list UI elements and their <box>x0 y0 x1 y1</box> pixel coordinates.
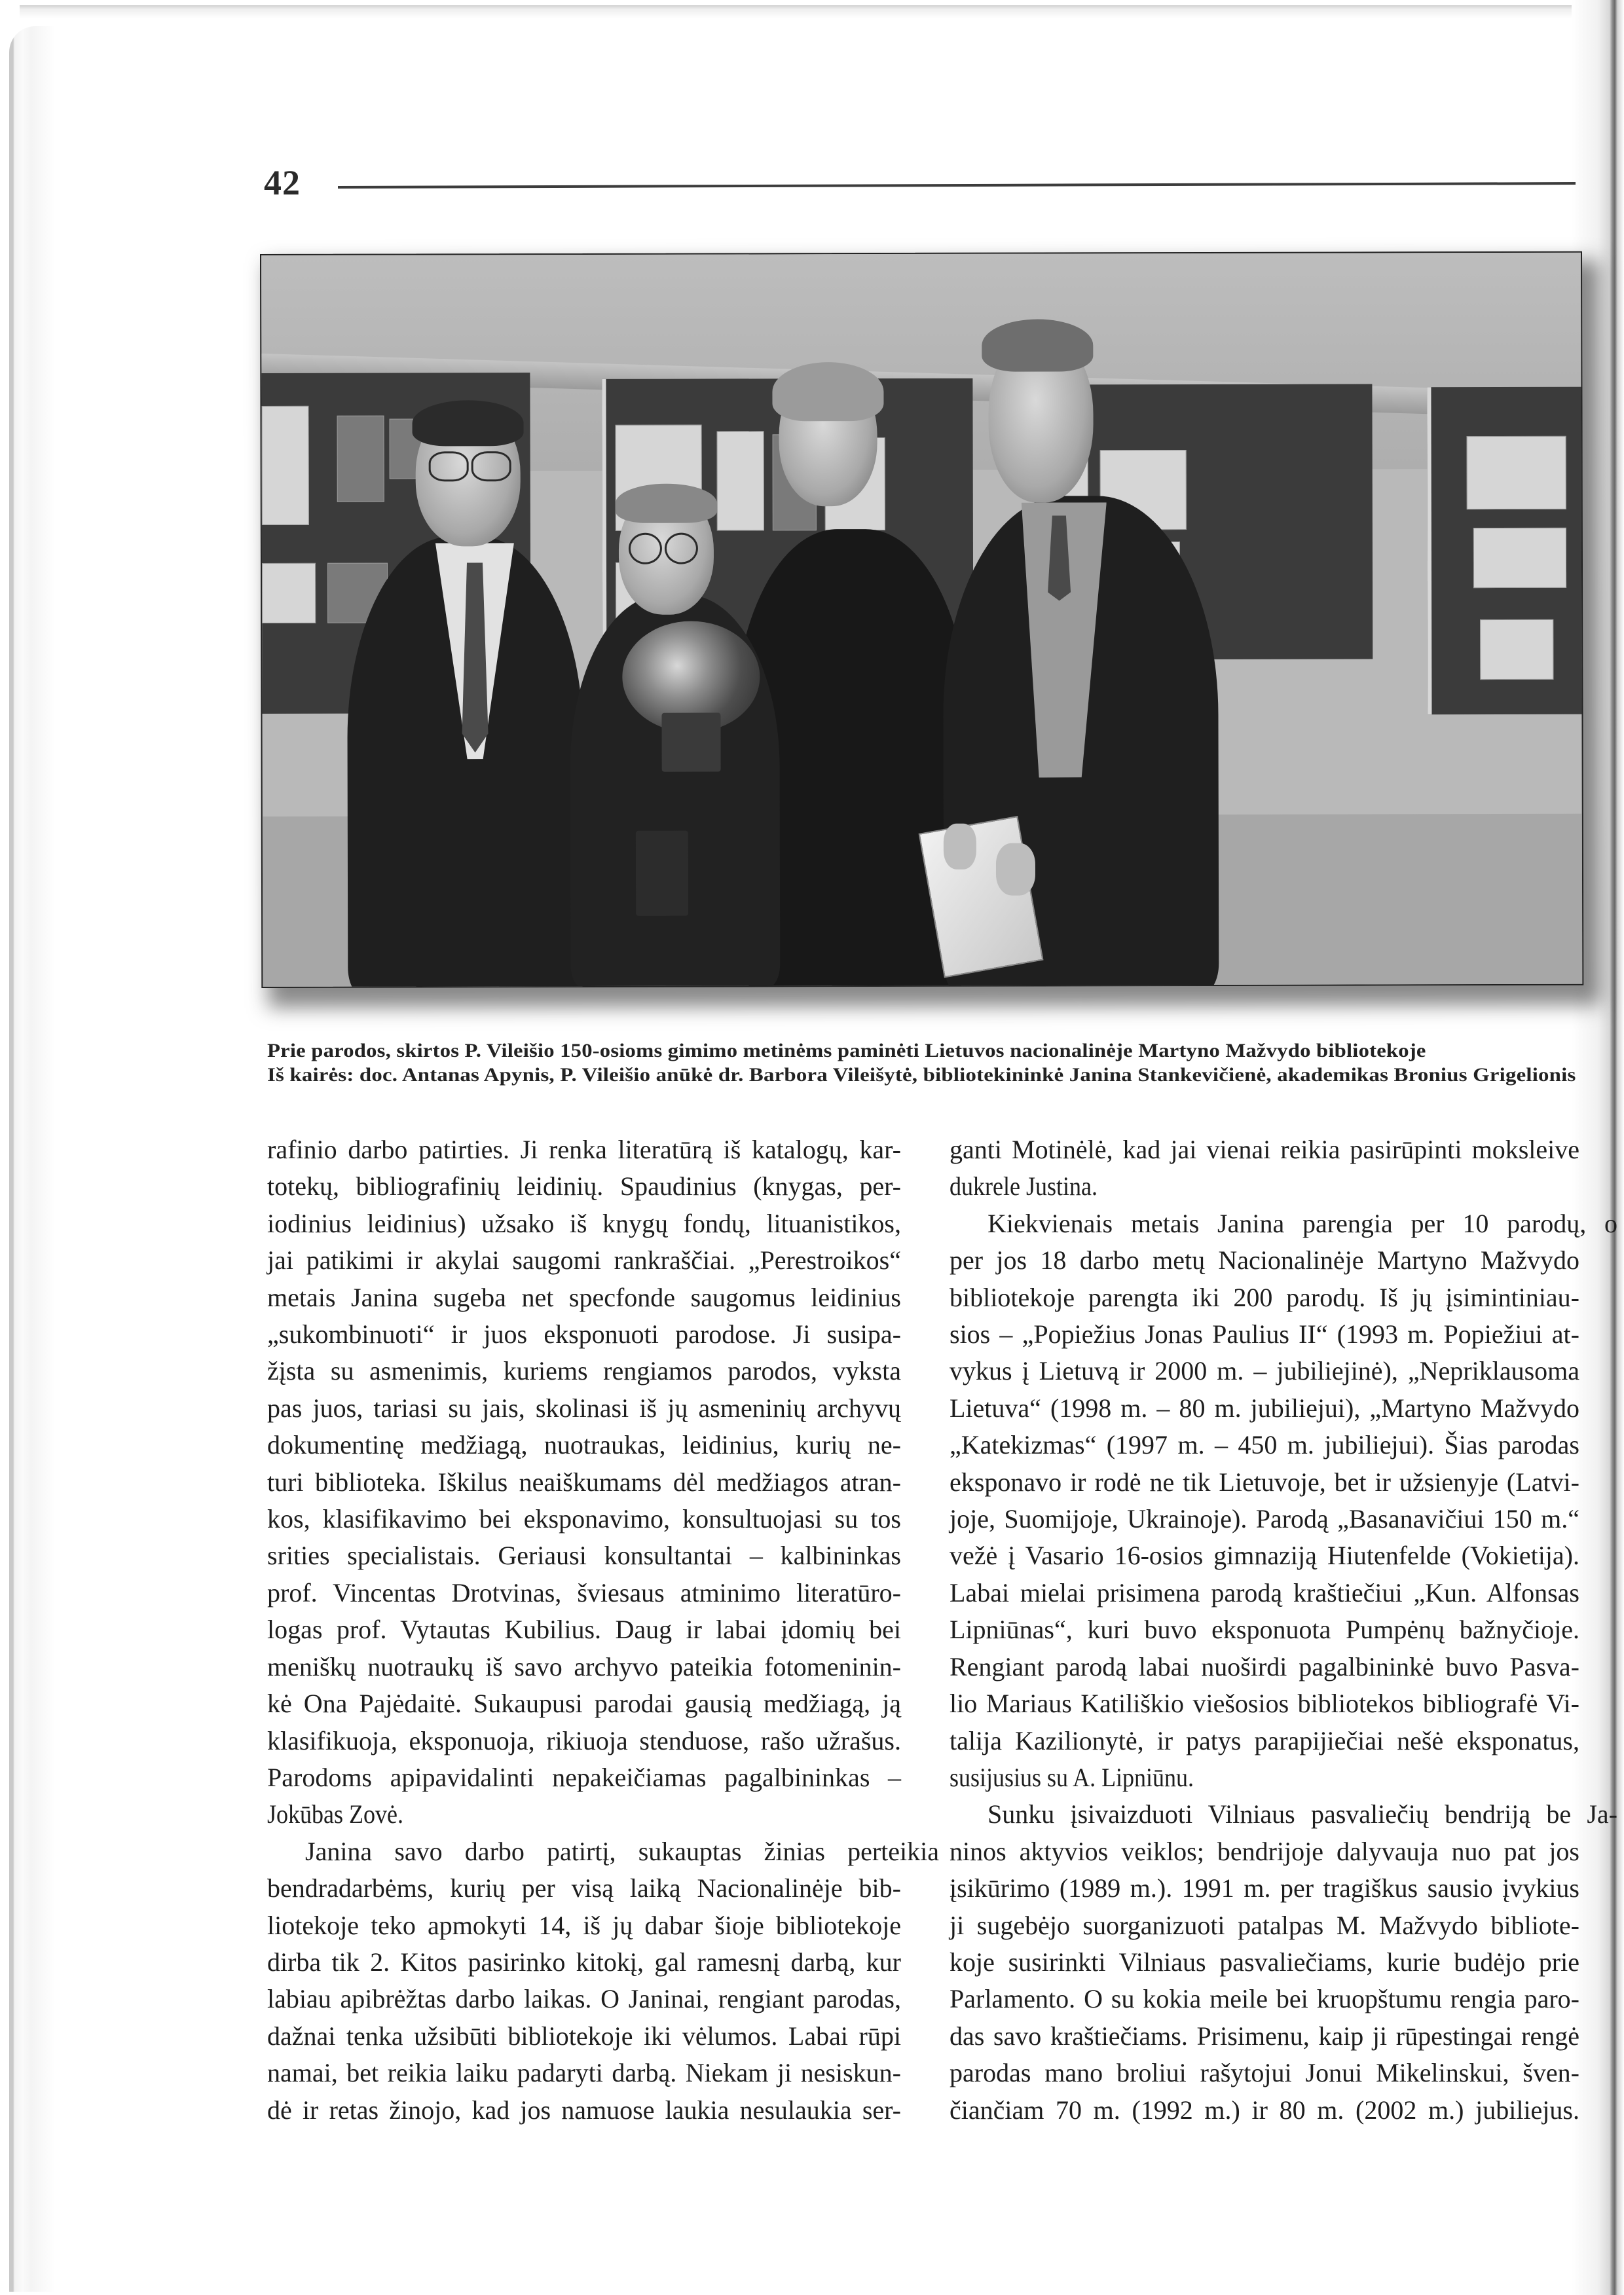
exhibit-panel <box>337 416 384 502</box>
text-line: kos, klasifikavimo bei eksponavimo, konsultuojasi su tos <box>267 1504 901 1534</box>
text-line: įsikūrimo (1989 m.). 1991 m. per tragiškus sausio įvykius <box>950 1873 1579 1903</box>
left-column <box>267 1131 939 2129</box>
header-rule <box>338 182 1576 189</box>
text-line: per jos 18 darbo metų Nacionalinėje Martyno Mažvydo <box>950 1245 1579 1276</box>
scan-page-stack-edge <box>9 26 55 2292</box>
text-line: Parlamento. O su kokia meile bei kruopštumu rengia paro- <box>950 1984 1579 2014</box>
text-line: dažnai tenka užsibūti bibliotekoje iki vėlumos. Labai rūpi <box>267 2021 901 2051</box>
person-4-hand <box>944 824 976 870</box>
person-2-hair <box>616 484 717 523</box>
text-line: bendradarbėms, kurių per visą laiką Nacionalinėje bib- <box>267 1873 901 1903</box>
text-line: logas prof. Vytautas Kubilius. Daug ir labai įdomių bei <box>267 1615 901 1645</box>
text-line: vežė į Vasario 16-osios gimnaziją Hiutenfelde (Vokietija). <box>950 1541 1579 1571</box>
text-line: sios – „Popiežius Jonas Paulius II“ (1993 m. Popiežiui at- <box>950 1319 1579 1349</box>
text-line: Rengiant parodą labai nuoširdi pagalbininkė buvo Pasva- <box>950 1651 1579 1681</box>
paragraph-start-line: Sunku įsivaizduoti Vilniaus pasvaliečių bendriją be Ja- <box>987 1799 1617 1829</box>
text-line: dokumentinę medžiagą, nuotraukas, leidinius, kurių ne- <box>267 1430 901 1460</box>
text-line: jai patikimi ir akylai saugomi rankraščiai. „Perestroikos“ <box>267 1245 901 1276</box>
person-4-hand <box>996 843 1035 896</box>
text-line: namai, bet reikia laiku padaryti darbą. Niekam ji nesiskun- <box>267 2058 901 2088</box>
exhibit-panel <box>262 563 316 623</box>
photo-caption-names: Iš kairės: doc. Antanas Apynis, P. Vileišio anūkė dr. Barbora Vileišytė, bibliotekininkė Janina Stankevičienė, akademikas Bronius Grigelionis <box>267 1064 1576 1086</box>
text-line: dė ir retas žinojo, kad jos namuose laukia nesulaukia ser- <box>267 2095 901 2125</box>
paragraph-start-line: Janina savo darbo patirtį, sukauptas žinias perteikia <box>305 1836 939 1866</box>
paragraph-start-line: Kiekvienais metais Janina parengia per 10 parodų, o <box>987 1208 1617 1238</box>
text-line: Lipniūnas“, kuri buvo eksponuota Pumpėnų bažnyčioje. <box>950 1615 1579 1645</box>
text-line: iodinius leidinius) užsako iš knygų fondų, lituanistikos, <box>267 1208 901 1238</box>
person-1-hair <box>412 400 523 446</box>
text-line: Parodoms apipavidalinti nepakeičiamas pagalbininkas – <box>267 1762 901 1792</box>
text-line: vykus į Lietuvą ir 2000 m. – jubiliejinė), „Nepriklausoma <box>950 1356 1579 1386</box>
text-line: talija Kazilionytė, ir patys parapijiečiai nešė eksponatus, <box>950 1725 1579 1755</box>
glasses-icon <box>629 533 662 564</box>
text-line: joje, Suomijoje, Ukrainoje). Parodą „Basanavičiui 150 m.“ <box>950 1504 1579 1534</box>
person-3-hair <box>772 362 883 421</box>
exhibit-panel <box>1473 528 1566 588</box>
text-line: „Katekizmas“ (1997 m. – 450 m. jubiliejui). Šias parodas <box>950 1430 1579 1460</box>
page-number: 42 <box>264 163 301 202</box>
text-line: das savo kraštiečiams. Prisimenu, kaip ji rūpestingai rengė <box>950 2021 1579 2051</box>
text-line: Labai mielai prisimena parodą kraštiečiui „Kun. Alfonsas <box>950 1577 1579 1607</box>
text-line: turi biblioteka. Iškilus neaiškumams dėl medžiagos atran- <box>267 1467 901 1497</box>
text-line: dirba tik 2. Kitos pasirinko kitokį, gal ramesnį darbą, kur <box>267 1947 901 1977</box>
exhibit-panel <box>261 406 308 525</box>
text-line: Jokūbas Zovė. <box>267 1799 403 1829</box>
text-line: meniškų nuotraukų iš savo archyvo pateikia fotomeninin- <box>267 1651 901 1681</box>
text-line: metais Janina sugeba net specfonde saugomus leidinius <box>267 1282 901 1312</box>
text-line: ji sugebėjo suorganizuoti patalpas M. Mažvydo bibliote- <box>950 1910 1579 1940</box>
scan-top-edge <box>20 5 1617 25</box>
text-line: totekų, bibliografinių leidinių. Spaudinius (knygas, per- <box>267 1171 901 1202</box>
text-line: prof. Vincentas Drotvinas, šviesaus atminimo literatūro- <box>267 1577 901 1607</box>
text-line: ninos aktyvios veiklos; bendrijoje dalyvauja nuo pat jos <box>950 1836 1579 1866</box>
text-line: labiau apibrėžtas darbo laikas. O Janinai, rengiant parodas, <box>267 1984 901 2014</box>
text-line: bibliotekoje parengta iki 200 parodų. Iš jų įsimintiniau- <box>950 1282 1579 1312</box>
text-line: čiančiam 70 m. (1992 m.) ir 80 m. (2002 m.) jubiliejus. <box>950 2095 1579 2125</box>
text-line: parodas mano broliui rašytojui Jonui Mikelinskui, šven- <box>950 2058 1579 2088</box>
text-line: Lietuva“ (1998 m. – 80 m. jubiliejui), „Martyno Mažvydo <box>950 1393 1579 1423</box>
person-4-hair <box>982 319 1093 371</box>
text-line: eksponavo ir rodė ne tik Lietuvoje, bet ir užsienyje (Latvi- <box>950 1467 1579 1497</box>
glasses-icon <box>471 451 511 481</box>
text-line: „sukombinuoti“ ir juos eksponuoti parodose. Ji susipa- <box>267 1319 901 1349</box>
exhibit-panel <box>717 431 764 530</box>
photograph <box>260 251 1583 988</box>
text-line: rafinio darbo patirties. Ji renka literatūrą iš katalogų, kar- <box>267 1135 901 1164</box>
text-line: pas juos, tariasi su jais, skolinasi iš jų asmeninių archyvų <box>267 1393 901 1423</box>
text-line: srities specialistais. Geriausi konsultantai – kalbininkas <box>267 1541 901 1571</box>
exhibit-panel <box>1467 436 1566 509</box>
flower-pot <box>661 713 720 772</box>
text-line: liotekoje teko apmokyti 14, iš jų dabar šioje bibliotekoje <box>267 1910 901 1940</box>
text-line: dukrele Justina. <box>950 1171 1098 1202</box>
text-line: žįsta su asmenimis, kuriems rengiamos parodos, vyksta <box>267 1356 901 1386</box>
exhibit-panel <box>1480 619 1553 680</box>
glasses-icon <box>665 533 698 564</box>
glasses-icon <box>429 451 469 481</box>
text-line: klasifikuoja, eksponuoja, rikiuoja stenduose, rašo užrašus. <box>267 1725 901 1755</box>
photo-caption-title: Prie parodos, skirtos P. Vileišio 150-osioms gimimo metinėms paminėti Lietuvos nacionalinėje Martyno Mažvydo bibliotekoje <box>267 1040 1426 1061</box>
right-column <box>950 1131 1617 2129</box>
text-line: koje susirinkti Vilniaus pasvaliečiams, kurie budėjo prie <box>950 1947 1579 1977</box>
text-line: kė Ona Pajėdaitė. Sukaupusi parodai gausią medžiagą, ją <box>267 1689 901 1719</box>
handbag <box>636 831 688 916</box>
text-line: lio Mariaus Katiliškio viešosios bibliotekos bibliografė Vi- <box>950 1689 1579 1719</box>
text-line: susijusius su A. Lipniūnu. <box>950 1762 1194 1792</box>
text-line: ganti Motinėlė, kad jai vienai reikia pasirūpinti moksleive <box>950 1135 1579 1164</box>
